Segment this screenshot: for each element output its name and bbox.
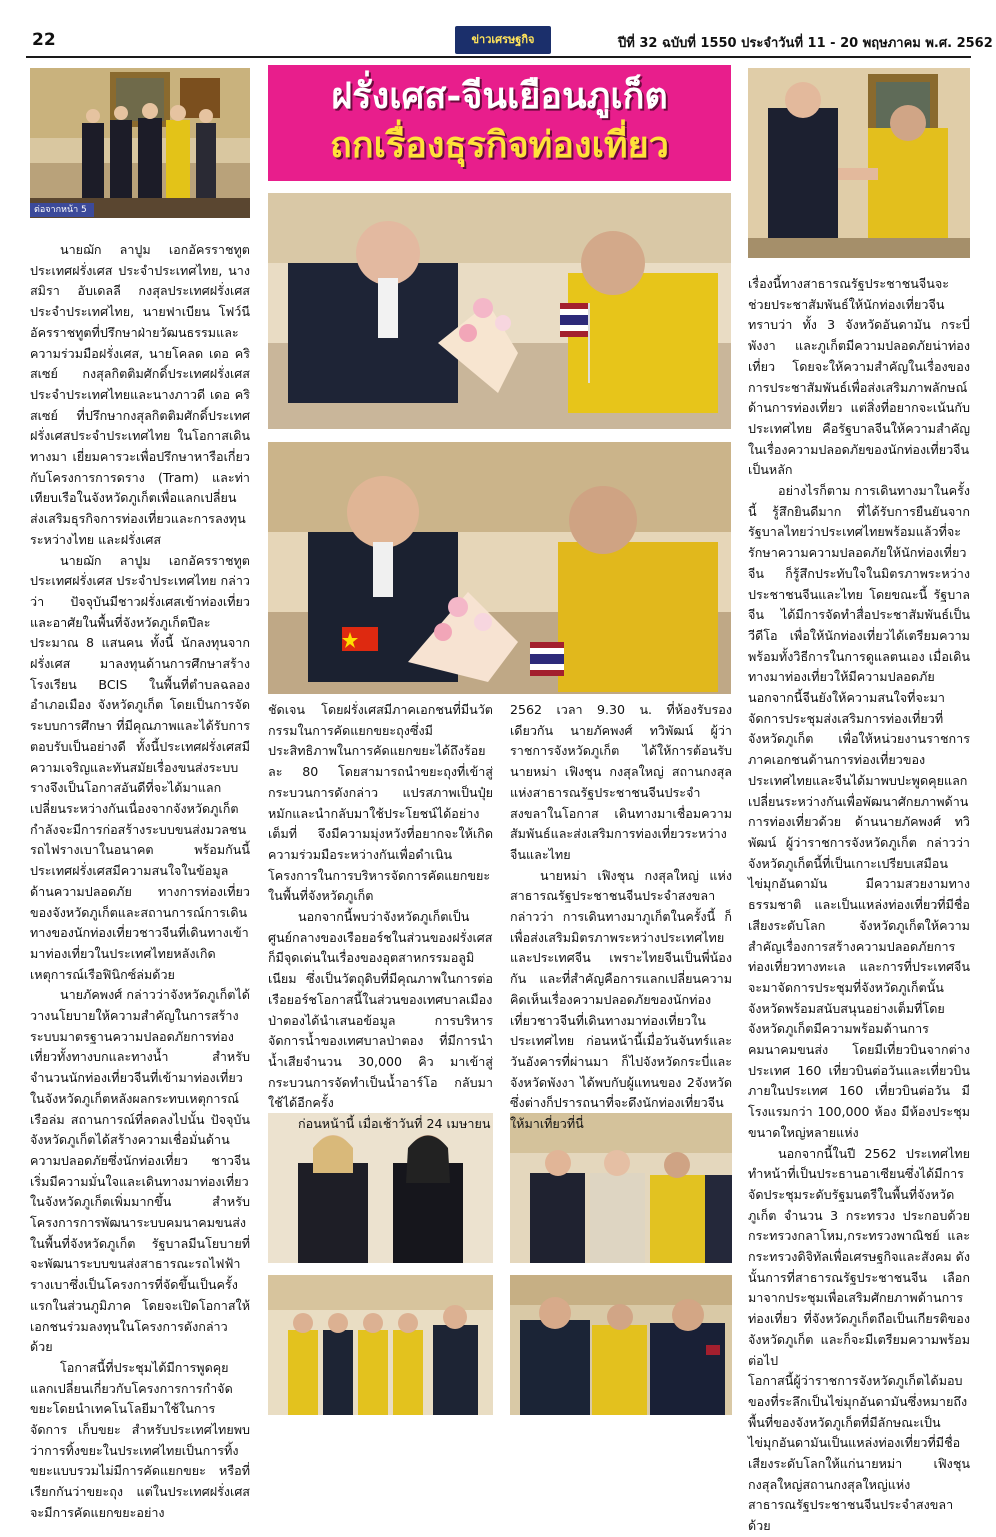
header-rule: [26, 56, 971, 58]
article-column-3: [510, 700, 732, 1132]
paragraph: ก่อนหน้านี้ เมื่อเช้าวันที่ 24 เมษายน: [298, 1116, 491, 1132]
paragraph: อย่างไรก็ตาม การเดินทางมาในครั้งนี้ รู้สึกยินดีมาก ที่ได้รับการยืนยันจากรัฐบาลไทยว่าประเทศไทยพร้อมแล้วที่จะรักษาความความปลอดภัยให้นักท่องเที่ยวจีน ก็รู้สึกประทับใจในมิตรภาพระหว่างประชาชนจีนและไทย โดยขณะนี้ รัฐบาลจีน ได้มีการจัดทำสื่อประชาสัมพันธ์เป็นวีดีโอ เพื่อให้นักท่องเที่ยวได้เตรียมความพร้อมทั้งวิธีการในการดูแลตนเอง เมื่อเดินทางมาท่องเที่ยวให้มีความปลอดภัย นอกจากนี้จีนยังให้ความสนใจที่จะมาจัดการประชุมส่งเสริมการท่องเที่ยวที่จังหวัดภูเก็ต เพื่อให้หน่วยงานราชการภาคเอกชนด้านการท่องเที่ยวของประเทศไทยและจีนได้มาพบปะพูดคุยแลกเปลี่ยนระหว่างกันเพื่อพัฒนาศักยภาพด้านการท่องเที่ยวด้วย ด้านนายภัคพงศ์ ทวิพัฒน์ ผู้ว่าราชการจังหวัดภูเก็ต กล่าวว่า จังหวัดภูเก็ตนี้ที่เป็นเกาะเปรียบเสมือนไข่มุกอันดามัน มีความสวยงามทางธรรมชาติ และเป็นแหล่งท่องเที่ยวที่มีชื่อเสียงระดับโลก จังหวัดภูเก็ตให้ความสำคัญเรื่องการสร้างความปลอดภัยการท่องเที่ยวทางทะเล และการที่ประเทศจีนจะมาจัดการประชุมที่จังหวัดภูเก็ตนั้น จังหวัดพร้อมสนับสนุนอย่างเต็มที่โดยจังหวัดภูเก็ตมีความพร้อมด้านการคมนาคมขนส่ง โดยมีเที่ยวบินจากต่างประเทศ 160 เที่ยวบินต่อวันและเที่ยวบินภายในประเทศ 160 เที่ยวบินต่อวัน มีโรงแรมกว่า 100,000 ห้อง มีห้องประชุมขนาดใหญ่หลายแห่ง: [748, 483, 970, 1140]
photo-chinese-delegation: [510, 1275, 732, 1415]
paragraph: นอกจากนี้พบว่าจังหวัดภูเก็ตเป็นศูนย์กลางของเรือยอร์ชในส่วนของฝรั่งเศสก็มีจุดเด่นในเรื่องของอุตสาหกรรมอลูมิเนียม ซึ่งเป็นวัตถุดิบที่มีคุณภาพในการต่อเรือยอร์ชโอกาสนี้ในส่วนของเทศบาลเมืองป่าตองได้นำเสนอข้อมูล การบริหารจัดการน้ำของเทศบาลป่าตอง ที่มีการนำน้ำเสียจำนวน 30,000 คิว มาเข้าสู่กระบวนการจัดทำเป็นน้ำอาร์โอ กลับมาใช้ได้อีกครั้ง: [268, 909, 493, 1111]
paragraph: นายฌัก ลาปูม เอกอัครราชทูตประเทศฝรั่งเศส ประจำประเทศไทย กล่าวว่า ปัจจุบันมีชาวฝรั่งเศสเข้าท่องเที่ยวและอาศัยในพื้นที่จังหวัดภูเก็ตปีละประมาณ 8 แสนคน ทั้งนี้ นักลงทุนจากฝรั่งเศส มาลงทุนด้านการศึกษาสร้างโรงเรียน BCIS ในพื้นที่ตำบลฉลอง อำเภอเมือง จังหวัดภูเก็ต โดยเป็นการจัดระบบการศึกษา ที่มีคุณภาพและได้รับการตอบรับเป็นอย่างดี ทั้งนี้ประเทศฝรั่งเศสมีความเจริญและทันสมัยเรื่องขนส่งระบบรางจึงเป็นโอกาสอันดีที่จะได้มาแลกเปลี่ยนระหว่างกันเนื่องจากจังหวัดภูเก็ตกำลังจะมีการก่อสร้างระบบขนส่งมวลชนรถไฟรางเบาในอนาคต พร้อมกันนี้ประเทศฝรั่งเศสมีความสนใจในข้อมูลด้านความปลอดภัย ทางการท่องเที่ยวของจังหวัดภูเก็ตและสถานการณ์การเดินทางของนักท่องเที่ยวชาวจีนที่เดินทางเข้ามาท่องเที่ยวในประเทศไทยหลังเกิดเหตุการณ์เรือฟินิกซ์ล่มด้วย: [30, 552, 251, 982]
handshake-photo-top-right: [748, 68, 970, 258]
article-column-1: [30, 240, 251, 1520]
photo-officials-group: [268, 1275, 493, 1415]
paragraph: ชัดเจน โดยฝรั่งเศสมีภาคเอกชนที่มีนวัตกรรมในการคัดแยกขยะถุงซึ่งมีประสิทธิภาพในการคัดแยกขยะได้ถึงร้อยละ 80 โดยสามารถนำขยะถุงที่เข้าสู่กระบวนการดังกล่าว แปรสภาพเป็นปุ๋ยหมักและนำกลับมาใช้ประโยชน์ได้อย่างเต็มที่ จึงมีความมุ่งหวังที่อยากจะให้เกิดความร่วมมือระหว่างกันเพื่อดำเนินโครงการในการบริหารจัดการคัดแยกขยะในพื้นที่จังหวัดภูเก็ต: [268, 702, 493, 904]
main-photo-meeting-china: [268, 442, 731, 694]
headline-line-2: ถกเรื่องธุรกิจท่องเที่ยว: [330, 124, 669, 166]
paragraph: นายภัคพงศ์ กล่าวว่าจังหวัดภูเก็ตได้วางนโยบายให้ความสำคัญในการสร้างระบบมาตรฐานความปลอดภัยการท่องเที่ยวทั้งทางบกและทางน้ำ สำหรับ จำนวนนักท่องเที่ยวจีนที่เข้ามาท่องเที่ยวในจังหวัดภูเก็ตหลังผลกระทบเหตุการณ์เรือล่ม สถานการณ์ที่ลดลงไปนั้น ปัจจุบันจังหวัดภูเก็ตได้สร้างความเชื่อมั่นด้านความปลอดภัยซึ่งนักท่องเที่ยว ชาวจีนเริ่มมีความมั่นใจและเดินทางมาท่องเที่ยวในจังหวัดภูเก็ตเพิ่มมากขึ้น สำหรับโครงการการพัฒนาระบบคมนาคมขนส่งในพื้นที่จังหวัดภูเก็ต รัฐบาลมีนโยบายที่จะพัฒนาระบบขนส่งสาธารณะรถไฟฟ้ารางเบาซึ่งเป็นโครงการที่จัดขึ้นเป็นครั้งแรกในส่วนภูมิภาค โดยจะเปิดโอกาสให้เอกชนร่วมลงทุนในโครงการดังกล่าว ด้วย: [30, 987, 250, 1355]
continued-from-tag: ต่อจากหน้า 5: [30, 203, 94, 217]
group-photo-top-left: [30, 68, 250, 218]
paragraph: นายฌัก ลาปูม เอกอัครราชทูตประเทศฝรั่งเศส ประจำประเทศไทย, นางสมิรา อับเดลลี กงสุลประเทศฝรั่งเศสประจำประเทศไทย, นายฟาเบียน โฟว์นีอัครราชทูตที่ปรึกษาฝ่ายวัฒนธรรมและความร่วมมือฝรั่งเศส, นายโคลด เดอ คริสเซย์ กงสุลกิตติมศักดิ์ประเทศฝรั่งเศสประจำประเทศไทยและนางภาวดี เดอ คริสเซย์ ที่ปรึกษากงสุลกิตติมศักดิ์ประเทศฝรั่งเศสประจำประเทศไทย ในโอกาสเดินทางมา เยี่ยมคารวะเพื่อปรึกษาหารือเกี่ยวกับโครงการการดราง (Tram) และท่าเทียบเรือในจังหวัดภูเก็ตเพื่อแลกเปลี่ยนส่งเสริมธุรกิจการท่องเที่ยวและการลงทุนระหว่างไทย และฝรั่งเศส: [30, 242, 250, 547]
paragraph: เรื่องนี้ทางสาธารณรัฐประชาชนจีนจะช่วยประชาสัมพันธ์ให้นักท่องเที่ยวจีนทราบว่า ทั้ง 3 จังหวัดอันดามัน กระบี่ พังงา และภูเก็ตมีความปลอดภัยน่าท่องเที่ยว โดยจะให้ความสำคัญในเรื่องของการประชาสัมพันธ์เพื่อส่งเสริมภาพลักษณ์ด้านการท่องเที่ยว แต่สิ่งที่อยากจะเน้นกับประเทศไทย คือรัฐบาลจีนให้ความสำคัญในเรื่องความปลอดภัยของนักท่องเที่ยวจีนเป็นหลัก: [748, 276, 970, 478]
article-column-4: [748, 274, 970, 1534]
paragraph: 2562 เวลา 9.30 น. ที่ห้องรับรองเดียวกัน นายภัคพงศ์ ทวิพัฒน์ ผู้ว่าราชการจังหวัดภูเก็ต ได้ให้การต้อนรับ นายหม่า เฟิงชุน กงสุลใหญ่ สถานกงสุลแห่งสาธารณรัฐประชาชนจีนประจำสงขลาในโอกาส เดินทางมาเชื่อมความสัมพันธ์และส่งเสริมการท่องเที่ยวระหว่างจีนและไทย: [510, 702, 732, 862]
photo-french-delegation-women: [268, 1113, 493, 1263]
page-number: 22: [32, 30, 56, 50]
paragraph: โอกาสนี้ที่ประชุมได้มีการพูดคุยแลกเปลี่ยนเกี่ยวกับโครงการการกำจัดขยะโดยนำเทคโนโลยีมาใช้ในการจัดการ เก็บขยะ สำหรับประเทศไทยพบว่าการทิ้งขยะในประเทศไทยเป็นการทิ้งขยะแบบรวมไม่มีการคัดแยกขยะ หรือที่เรียกกันว่าขยะถุง แต่ในประเทศฝรั่งเศสจะมีการคัดแยกขยะอย่าง: [30, 1359, 250, 1520]
newspaper-logo: ข่าวเศรษฐกิจ: [455, 26, 551, 54]
paragraph: นอกจากนี้ในปี 2562 ประเทศไทยทำหน้าที่เป็นประธานอาเซียนซึ่งได้มีการจัดประชุมระดับรัฐมนตรีในพื้นที่จังหวัดภูเก็ต จำนวน 3 กระทรวง ประกอบด้วย กระทรวงกลาโหม,กระทรวงพาณิชย์ และกระทรวงดิจิทัลเพื่อเศรษฐกิจและสังคม ดังนั้นการที่สาธารณรัฐประชาชนจีน เลือกมาจากประชุมเพื่อเสริมศักยภาพด้านการท่องเที่ยว ที่จังหวัดภูเก็ตถือเป็นเกียรติของจังหวัดภูเก็ต และก็จะมีเตรียมความพร้อม ต่อไป: [748, 1145, 970, 1368]
headline-line-1: ฝรั่งเศส-จีนเยือนภูเก็ต: [331, 75, 668, 117]
article-column-2: [268, 700, 493, 1132]
paragraph: โอกาสนี้ผู้ว่าราชการจังหวัดภูเก็ตได้มอบของที่ระลึกเป็นไข่มุกอันดามันซึ่งหมายถึงพื้นที่ของจังหวัดภูเก็ตที่มีลักษณะเป็นไข่มุกอันดามันเป็นแหล่งท่องเที่ยวที่มีชื่อเสียงระดับโลกให้แก่นายหม่า เฟิงชุน กงสุลใหญ่สถานกงสุลใหญ่แห่งสาธารณรัฐประชาชนจีนประจำสงขลาด้วย: [748, 1373, 970, 1534]
photo-french-delegation-men: [510, 1113, 732, 1263]
main-photo-meeting-france: [268, 193, 731, 429]
paragraph: นายหม่า เฟิงชุน กงสุลใหญ่ แห่งสาธารณรัฐประชาชนจีนประจำสงขลา กล่าวว่า การเดินทางมาภูเก็ตในครั้งนี้ ก็เพื่อส่งเสริมมิตรภาพระหว่างประเทศไทย และประเทศจีน เพราะไทยจีนเป็นพี่น้องกัน และที่สำคัญคือการแลกเปลี่ยนความคิดเห็นเรื่องความปลอดภัยของนักท่องเที่ยวชาวจีนที่เดินทางมาท่องเที่ยวในประเทศไทย ก่อนหน้านี้เมื่อวันจันทร์และวันอังคารที่ผ่านมา ก็ไปจังหวัดกระบี่และจังหวัดพังงา ได้พบกับผู้แทนของ 2จังหวัดซึ่งต่างก็ปรารถนาที่จะดึงนักท่องเที่ยวจีนให้มาเที่ยวที่นี่: [510, 867, 732, 1132]
issue-line: ปีที่ 32 ฉบับที่ 1550 ประจำวันที่ 11 - 20 พฤษภาคม พ.ศ. 2562: [618, 36, 993, 51]
